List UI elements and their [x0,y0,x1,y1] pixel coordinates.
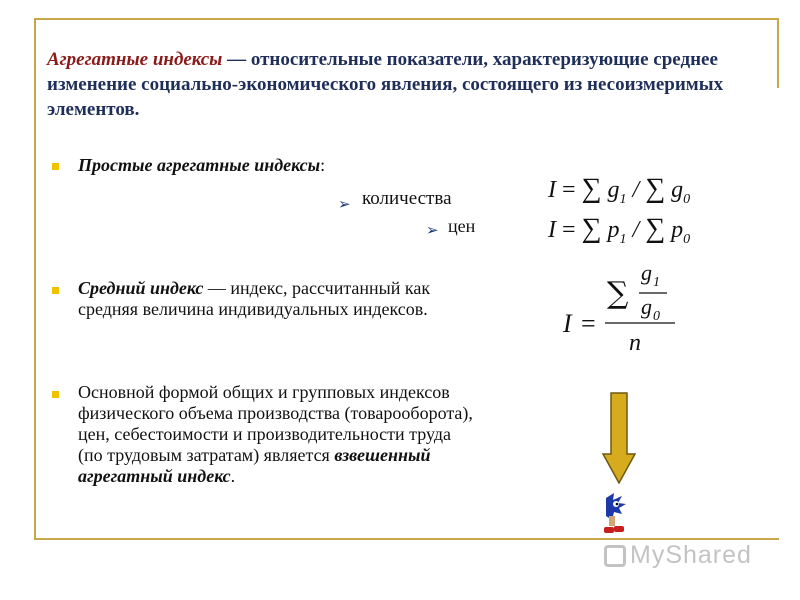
simple-indices-colon: : [320,155,326,175]
arrow-bullet-icon: ➢ [338,195,351,213]
simple-indices-label: Простые агрегатные индексы [78,155,321,175]
main-form-text: Основной формой общих и групповых индексов физического объема производства (товарооборота), цен, себестоимости и производительности труда (по трудовым затратам) является [78,382,473,465]
bullet-main-form [52,391,59,398]
main-form-item [78,382,478,487]
frame-bottom-line [34,538,779,540]
arrow-bullet-icon: ➢ [426,221,439,239]
bullet-average [52,287,59,294]
average-index-term: Средний индекс [78,278,204,298]
watermark-text: MyShared [630,541,752,569]
svg-text:g: g [641,294,652,319]
formula-quantity: I = ∑ $g_1$ / ∑ $g_0$ [548,173,691,207]
bullet-simple [52,163,59,170]
formula-price: I = ∑ $p_1$ / ∑ $p_0$ [548,213,691,247]
average-index-item [78,278,488,320]
down-arrow-icon [602,392,636,484]
svg-text:1: 1 [653,275,660,290]
main-form-end: . [230,466,236,486]
frame-right-line [777,18,779,88]
watermark-logo-icon [604,545,626,567]
svg-text:=: = [581,309,596,338]
svg-text:∑: ∑ [607,276,629,311]
frame-left-line [34,18,36,538]
hedgehog-sprite-icon [600,492,628,536]
definition-term: Агрегатные индексы [47,49,223,70]
frame-top-line [34,18,779,20]
simple-indices-item [78,155,325,176]
average-index-text: — индекс, рассчитанный как средняя величина индивидуальных индексов. [78,278,431,319]
formula-average [555,258,685,358]
simple-item-quantity: количества [362,188,452,209]
svg-text:g: g [641,260,652,285]
definition-paragraph [47,47,767,122]
svg-text:0: 0 [653,309,660,324]
main-form-term: взвешенный агрегатный индекс [78,445,431,486]
watermark [604,541,752,570]
svg-text:n: n [629,330,641,356]
simple-item-price: цен [448,216,476,236]
svg-text:I: I [563,309,572,338]
definition-text: — относительные показатели, характеризующие среднее изменение социально-экономического явления, состоящего из несоизмеримых элементов. [47,49,724,120]
